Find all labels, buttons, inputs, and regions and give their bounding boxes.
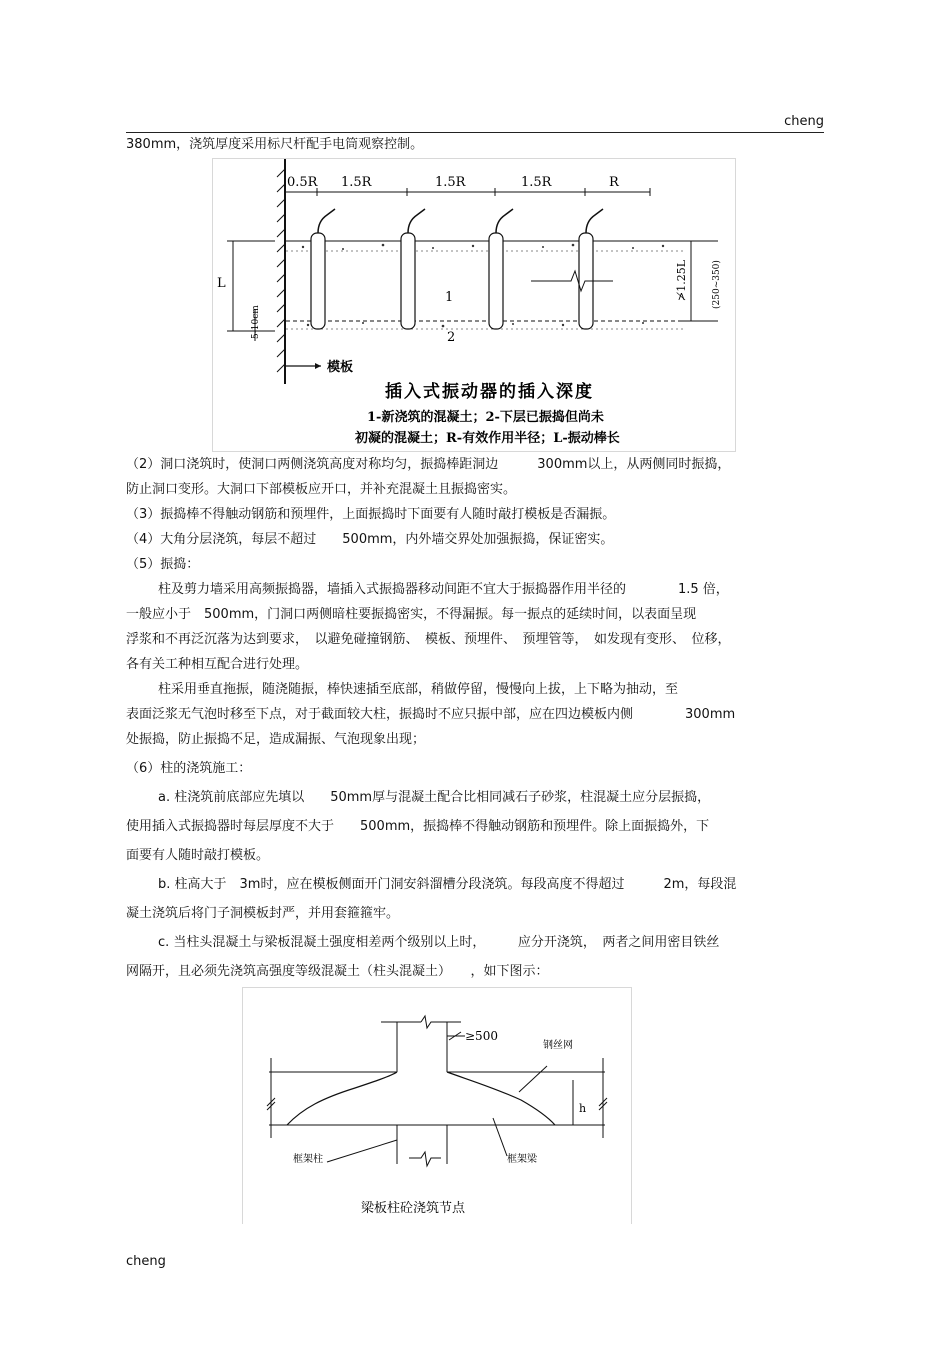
column-label: 框架柱 xyxy=(293,1154,323,1165)
paragraph-line: （3）振捣棒不得触动钢筋和预埋件，上面振捣时下面要有人随时敲打模板是否漏振。 xyxy=(126,507,616,522)
spacing-label: 1.5R xyxy=(435,175,466,190)
page-footer: cheng xyxy=(126,1254,166,1269)
beam-column-node-figure xyxy=(242,987,632,1224)
paragraph-line: b. 柱高大于 3m时，应在模板侧面开门洞安斜溜槽分段浇筑。每段高度不得超过 2m，每段混 xyxy=(158,877,737,892)
spacing-label: R xyxy=(609,175,619,190)
page-header: cheng xyxy=(784,114,824,129)
spacing-label: 1.5R xyxy=(521,175,552,190)
paragraph-line: 各有关工种相互配合进行处理。 xyxy=(126,657,309,672)
layer-2-label: 2 xyxy=(447,330,456,345)
paragraph-line: 柱及剪力墙采用高频振捣器，墙插入式振捣器移动间距不宜大于振捣器作用半径的 1.5 倍， xyxy=(158,582,729,597)
figure-caption: 初凝的混凝土；R-有效作用半径；L-振动棒长 xyxy=(355,431,620,446)
paragraph-line: 面要有人随时敲打模板。 xyxy=(126,848,270,863)
paragraph-line: 表面泛浆无气泡时移至下点，对于截面较大柱，振捣时不应只振中部，应在四边模板内侧 300mm xyxy=(126,707,736,722)
header-rule xyxy=(126,132,824,133)
paragraph-line: （2）洞口浇筑时，使洞口两侧浇筑高度对称均匀，振捣棒距洞边 300mm以上，从两侧同时振捣， xyxy=(126,457,731,472)
paragraph-line: （6）柱的浇筑施工： xyxy=(126,761,252,776)
layer-1-label: 1 xyxy=(445,290,454,305)
paragraph-line: 网隔开，且必须先浇筑高强度等级混凝土（柱头混凝土） ，如下图示： xyxy=(126,964,549,979)
vibrator-depth-figure xyxy=(212,158,736,452)
height-limit-label: ≯1.25L xyxy=(675,259,688,301)
depth-label: 5-10cm xyxy=(251,305,261,339)
length-label: L xyxy=(217,276,226,291)
mesh-label: 钢丝网 xyxy=(543,1040,573,1051)
height-label: h xyxy=(579,1102,587,1115)
paragraph-line: 380mm，浇筑厚度采用标尺杆配手电筒观察控制。 xyxy=(126,137,424,152)
paragraph-line: c. 当柱头混凝土与梁板混凝土强度相差两个级别以上时， 应分开浇筑， 两者之间用密目铁丝 xyxy=(158,935,720,950)
paragraph-line: 浮浆和不再泛沉落为达到要求， 以避免碰撞钢筋、 模板、预埋件、 预埋管等， 如发现有变形、 位移， xyxy=(126,632,731,647)
figure-caption: 1-新浇筑的混凝土；2-下层已振捣但尚未 xyxy=(367,410,604,425)
paragraph-line: 处振捣，防止振捣不足，造成漏振、气泡现象出现； xyxy=(126,732,426,747)
paragraph-line: a. 柱浇筑前底部应先填以 50mm厚与混凝土配合比相同减石子砂浆，柱混凝土应分层振捣， xyxy=(158,790,711,805)
spacing-label: 0.5R xyxy=(287,175,318,190)
figure-title: 梁板柱砼浇筑节点 xyxy=(361,1201,466,1216)
dimension-label: ≥500 xyxy=(465,1029,498,1043)
paragraph-line: 凝土浇筑后将门子洞模板封严，并用套箍箍牢。 xyxy=(126,906,400,921)
figure-title: 插入式振动器的插入深度 xyxy=(385,382,594,402)
paragraph-line: （5）振捣： xyxy=(126,557,200,572)
paragraph-line: 一般应小于 500mm，门洞口两侧暗柱要振捣密实，不得漏振。每一振点的延续时间，以表面呈现 xyxy=(126,607,697,622)
paragraph-line: （4）大角分层浇筑，每层不超过 500mm，内外墙交界处加强振捣，保证密实。 xyxy=(126,532,614,547)
spacing-label: 1.5R xyxy=(341,175,372,190)
beam-label: 框架梁 xyxy=(507,1154,537,1165)
beam-column-node-diagram xyxy=(243,988,631,1224)
height-range-label: (250~350) xyxy=(712,260,722,309)
paragraph-line: 防止洞口变形。大洞口下部模板应开口，并补充混凝土且振捣密实。 xyxy=(126,482,517,497)
paragraph-line: 使用插入式振捣器时每层厚度不大于 500mm，振捣棒不得触动钢筋和预埋件。除上面振捣外，下 xyxy=(126,819,710,834)
vibrator-depth-diagram xyxy=(213,159,735,451)
formwork-label: 模板 xyxy=(327,360,354,375)
paragraph-line: 柱采用垂直拖振，随浇随振，棒快速插至底部，稍做停留，慢慢向上拔，上下略为抽动，至 xyxy=(158,682,679,697)
